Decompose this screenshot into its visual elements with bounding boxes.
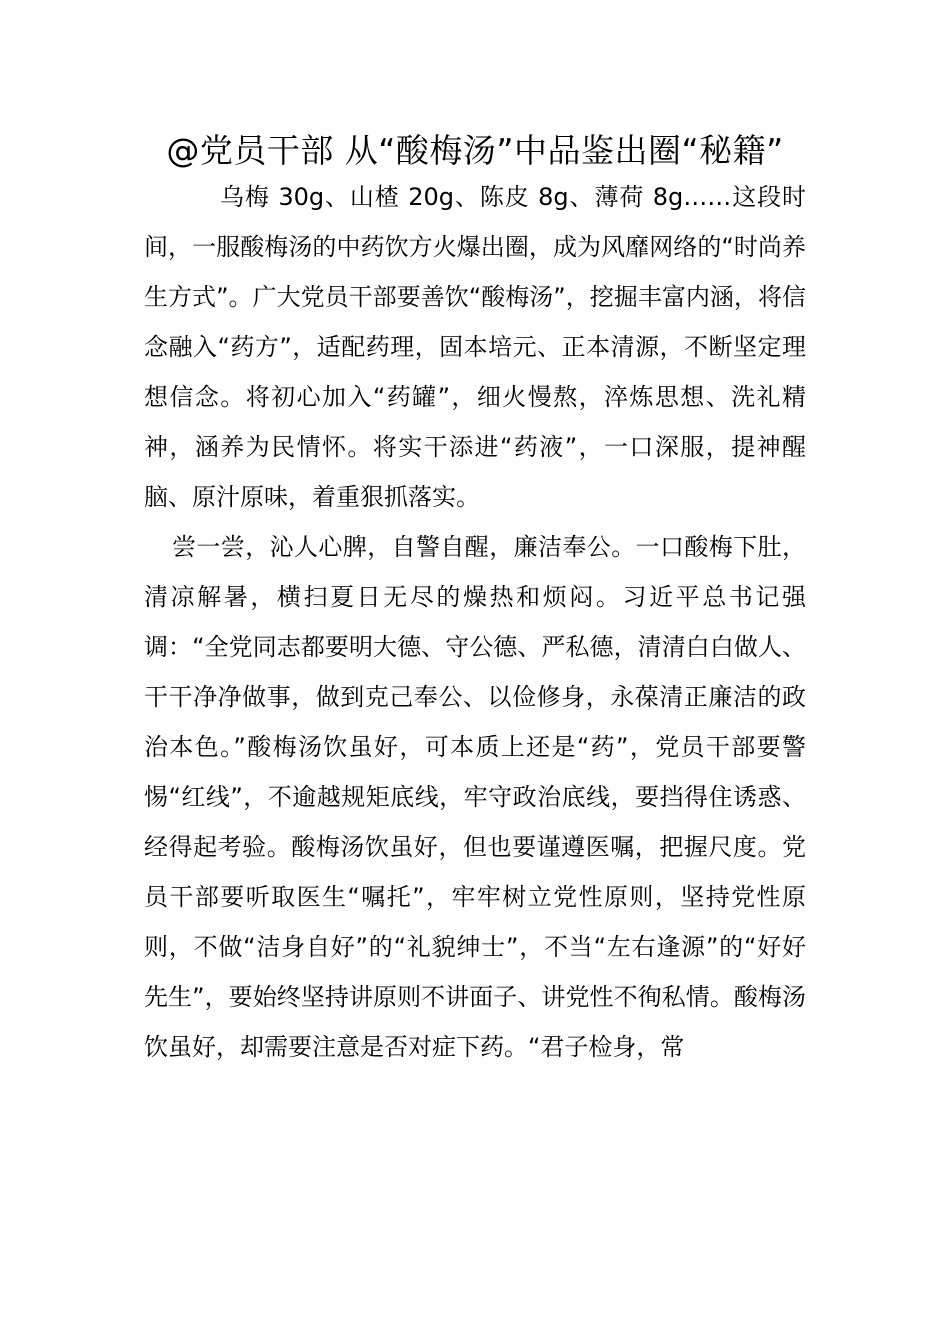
paragraph-2: 尝一尝，沁人心脾，自警自醒，廉洁奉公。一口酸梅下肚，清凉解暑，横扫夏日无尽的燥热和烦闷。习近平总书记强调：“全党同志都要明大德、守公德、严私德，清清白白做人、干干净净做事，做到克己奉公、以俭修身，永葆清正廉洁的政治本色。”酸梅汤饮虽好，可本质上还是“药”，党员干部要警惕“红线”，不逾越规矩底线，牢守政治底线，要挡得住诱惑、经得起考验。酸梅汤饮虽好，但也要谨遵医嘱，把握尺度。党员干部要听取医生“嘱托”，牢牢树立党性原则，坚持党性原则，不做“洁身自好”的“礼貌绅士”，不当“左右逢源”的“好好先生”，要始终坚持讲原则不讲面子、讲党性不徇私情。酸梅汤饮虽好，却需要注意是否对症下药。“君子检身，常 [144,533,806,1061]
paragraph-1: 乌梅 30g、山楂 20g、陈皮 8g、薄荷 8g……这段时间，一服酸梅汤的中药饮方火爆出圈，成为风靡网络的“时尚养生方式”。广大党员干部要善饮“酸梅汤”，挖掘丰富内涵，将信念融入“药方”，适配药理，固本培元、正本清源，不断坚定理想信念。将初心加入“药罐”，细火慢熬，淬炼思想、洗礼精神，涵养为民情怀。将实干添进“药液”，一口深服，提神醒脑、原汁原味，着重狠抓落实。 [144,183,806,511]
document-title: @党员干部 从“酸梅汤”中品鉴出圈“秘籍” [166,131,784,170]
document-page [144,130,806,1072]
